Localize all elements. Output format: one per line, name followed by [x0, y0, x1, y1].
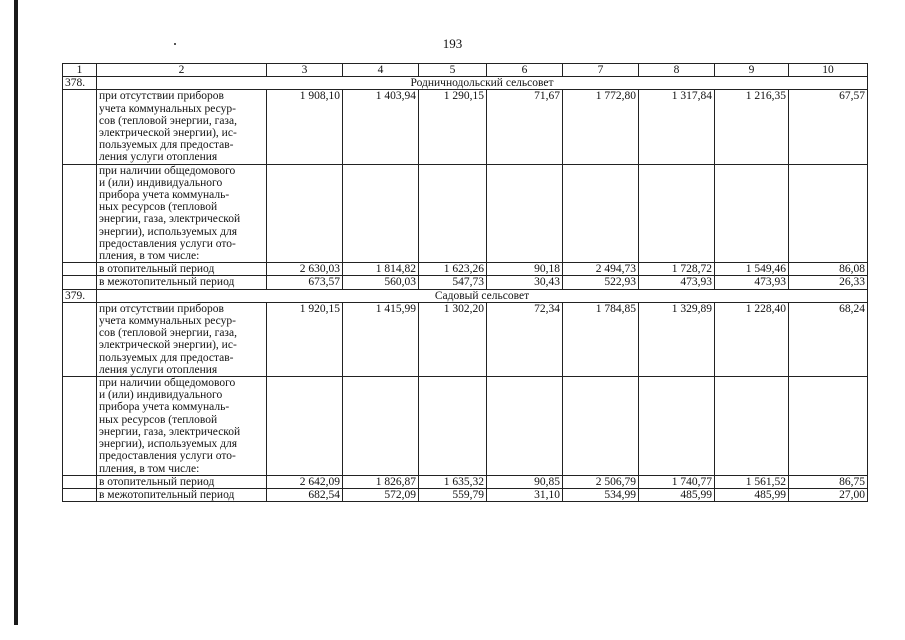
- row-label-line: пользуемых для предостав-: [99, 139, 234, 152]
- value-cell: 1 908,10: [267, 90, 343, 164]
- header-cell: 5: [419, 64, 487, 77]
- value-cell: 572,09: [343, 488, 419, 501]
- row-number-cell: [63, 488, 97, 501]
- value-cell: 72,34: [487, 302, 563, 376]
- value-cell: [419, 377, 487, 476]
- value-cell: 1 623,26: [419, 263, 487, 276]
- row-label-line: энергии, газа, электрической: [99, 425, 241, 438]
- row-label-line: и (или) индивидуального: [99, 176, 223, 189]
- table-row: [63, 488, 868, 501]
- section-number: 379.: [63, 289, 97, 302]
- row-label-line: сов (тепловой энергии, газа,: [99, 114, 237, 127]
- row-label-line: прибора учета коммуналь-: [99, 189, 230, 202]
- value-cell: 1 228,40: [715, 302, 789, 376]
- value-cell: 473,93: [715, 276, 789, 289]
- row-label-line: ления услуги отопления: [99, 151, 218, 164]
- table-row: [63, 263, 868, 276]
- row-label-line: в отопительный период: [99, 263, 215, 276]
- tariff-table: [62, 63, 868, 502]
- section-number: 378.: [63, 77, 97, 90]
- value-cell: 1 826,87: [343, 475, 419, 488]
- header-cell: 8: [639, 64, 715, 77]
- value-cell: 90,18: [487, 263, 563, 276]
- value-cell: [715, 377, 789, 476]
- row-number-cell: [63, 475, 97, 488]
- row-label-line: сов (тепловой энергии, газа,: [99, 327, 237, 340]
- header-cell: 1: [63, 64, 97, 77]
- row-label-line: электрической энергии), ис-: [99, 339, 237, 352]
- value-cell: 1 728,72: [639, 263, 715, 276]
- value-cell: 27,00: [789, 488, 868, 501]
- header-cell: 2: [97, 64, 267, 77]
- value-cell: [267, 164, 343, 263]
- row-label: [97, 475, 267, 488]
- section-row: [63, 289, 868, 302]
- value-cell: 1 814,82: [343, 263, 419, 276]
- row-label: [97, 90, 267, 164]
- row-number-cell: [63, 276, 97, 289]
- row-label-line: при отсутствии приборов: [99, 302, 224, 315]
- row-label-line: и (или) индивидуального: [99, 389, 223, 402]
- row-label-line: при наличии общедомового: [99, 377, 236, 390]
- row-label: [97, 263, 267, 276]
- row-label-line: при отсутствии приборов: [99, 90, 224, 103]
- header-cell: 3: [267, 64, 343, 77]
- value-cell: 1 317,84: [639, 90, 715, 164]
- row-number-cell: [63, 90, 97, 164]
- table-row: [63, 377, 868, 476]
- row-label-line: в межотопительный период: [99, 488, 235, 501]
- value-cell: [487, 377, 563, 476]
- value-cell: [343, 377, 419, 476]
- row-number-cell: [63, 164, 97, 263]
- row-number-cell: [63, 263, 97, 276]
- value-cell: 2 494,73: [563, 263, 639, 276]
- row-label-line: пления, в том числе:: [99, 462, 200, 475]
- row-label-line: в отопительный период: [99, 475, 215, 488]
- value-cell: [563, 164, 639, 263]
- value-cell: 1 302,20: [419, 302, 487, 376]
- row-label-line: в межотопительный период: [99, 276, 235, 289]
- value-cell: [639, 164, 715, 263]
- section-title: Садовый сельсовет: [97, 289, 868, 302]
- value-cell: 673,57: [267, 276, 343, 289]
- value-cell: 2 506,79: [563, 475, 639, 488]
- table-row: [63, 475, 868, 488]
- table-row: [63, 302, 868, 376]
- value-cell: [563, 377, 639, 476]
- row-label-line: энергии), используемых для: [99, 225, 238, 238]
- header-row: [63, 64, 868, 77]
- row-label-line: ных ресурсов (тепловой: [99, 413, 218, 426]
- table-row: [63, 164, 868, 263]
- value-cell: [715, 164, 789, 263]
- scan-left-edge: [14, 0, 18, 625]
- value-cell: 90,85: [487, 475, 563, 488]
- value-cell: 560,03: [343, 276, 419, 289]
- value-cell: [419, 164, 487, 263]
- value-cell: 1 772,80: [563, 90, 639, 164]
- value-cell: [789, 164, 868, 263]
- row-label-line: электрической энергии), ис-: [99, 127, 237, 140]
- row-label-line: предоставления услуги ото-: [99, 237, 236, 250]
- section-title: Родничнодольский сельсовет: [97, 77, 868, 90]
- value-cell: 534,99: [563, 488, 639, 501]
- row-label-line: при наличии общедомового: [99, 164, 236, 177]
- header-cell: 4: [343, 64, 419, 77]
- row-label-line: пользуемых для предостав-: [99, 351, 234, 364]
- row-label-line: прибора учета коммуналь-: [99, 401, 230, 414]
- value-cell: 547,73: [419, 276, 487, 289]
- section-row: [63, 77, 868, 90]
- row-label: [97, 276, 267, 289]
- value-cell: 682,54: [267, 488, 343, 501]
- value-cell: 1 329,89: [639, 302, 715, 376]
- row-label: [97, 377, 267, 476]
- page-number: 193: [442, 36, 463, 51]
- value-cell: 1 216,35: [715, 90, 789, 164]
- row-label-line: учета коммунальных ресур-: [99, 102, 236, 115]
- table-row: [63, 90, 868, 164]
- row-label-line: пления, в том числе:: [99, 250, 200, 263]
- value-cell: 2 642,09: [267, 475, 343, 488]
- value-cell: [789, 377, 868, 476]
- value-cell: 1 549,46: [715, 263, 789, 276]
- table-body: [63, 64, 868, 502]
- value-cell: 485,99: [639, 488, 715, 501]
- value-cell: 30,43: [487, 276, 563, 289]
- value-cell: [639, 377, 715, 476]
- header-cell: 10: [789, 64, 868, 77]
- row-label-line: предоставления услуги ото-: [99, 450, 236, 463]
- value-cell: 1 561,52: [715, 475, 789, 488]
- value-cell: 1 403,94: [343, 90, 419, 164]
- value-cell: 1 784,85: [563, 302, 639, 376]
- value-cell: 31,10: [487, 488, 563, 501]
- row-label-line: энергии), используемых для: [99, 438, 238, 451]
- value-cell: 485,99: [715, 488, 789, 501]
- value-cell: 68,24: [789, 302, 868, 376]
- value-cell: 1 415,99: [343, 302, 419, 376]
- value-cell: 1 635,32: [419, 475, 487, 488]
- row-number-cell: [63, 377, 97, 476]
- value-cell: 86,75: [789, 475, 868, 488]
- value-cell: 473,93: [639, 276, 715, 289]
- value-cell: 67,57: [789, 90, 868, 164]
- row-label-line: ления услуги отопления: [99, 363, 218, 376]
- value-cell: [343, 164, 419, 263]
- value-cell: 1 920,15: [267, 302, 343, 376]
- header-cell: 9: [715, 64, 789, 77]
- value-cell: [487, 164, 563, 263]
- value-cell: 522,93: [563, 276, 639, 289]
- value-cell: 71,67: [487, 90, 563, 164]
- value-cell: 86,08: [789, 263, 868, 276]
- table-row: [63, 276, 868, 289]
- value-cell: 26,33: [789, 276, 868, 289]
- row-number-cell: [63, 302, 97, 376]
- row-label-line: учета коммунальных ресур-: [99, 315, 236, 328]
- header-cell: 7: [563, 64, 639, 77]
- value-cell: 2 630,03: [267, 263, 343, 276]
- header-cell: 6: [487, 64, 563, 77]
- row-label: [97, 164, 267, 263]
- value-cell: 1 740,77: [639, 475, 715, 488]
- value-cell: 559,79: [419, 488, 487, 501]
- value-cell: [267, 377, 343, 476]
- row-label-line: энергии, газа, электрической: [99, 213, 241, 226]
- value-cell: 1 290,15: [419, 90, 487, 164]
- row-label-line: ных ресурсов (тепловой: [99, 201, 218, 214]
- row-label: [97, 488, 267, 501]
- row-label: [97, 302, 267, 376]
